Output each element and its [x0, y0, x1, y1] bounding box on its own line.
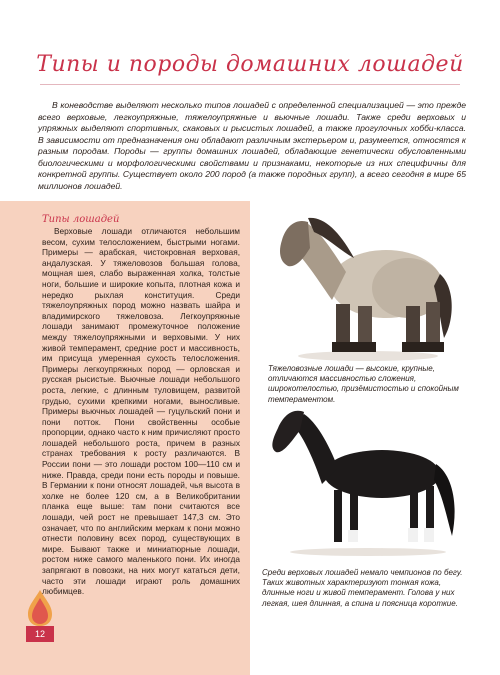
section-heading: Типы лошадей [42, 214, 120, 225]
intro-paragraph: В коневодстве выделяют несколько типов лошадей с определенной специализацией — это прежде всего верховые, легкоупряжные, тяжелоупряжные и вьючные лошади. Также среди верховых и упряжных выделяют спортивных, скаковых и рысистых лошадей, а также прогулочных хобби-класса. В зависимости от предназначения они обладают различным экстерьером и, разумеется, относятся к разным породам. Породы — группы домашних лошадей, обладающие генетически обусловленными биологическими и морфологическими свойствами и признаками, некоторые из них специфичны для конкретной группы. Существует около 200 пород (а также породных групп), а всего сегодня в мире 65 миллионов лошадей. [38, 100, 466, 191]
draft-horse-image [268, 196, 468, 364]
title-divider [40, 84, 460, 85]
riding-horse-caption: Среди верховых лошадей немало чемпионов по бегу. Таких животных характеризуют тонкая кожа, длинные ноги и живой темперамент. Голова у них легкая, шея длинная, а спина и поясница короткие. [262, 568, 463, 608]
drop-badge-icon [26, 590, 54, 630]
section-body: Верховые лошади отличаются небольшим весом, сухим телосложением, быстрыми ногами. Примеры — арабская, чистокровная верховая, андалузская. У тяжеловозов большая голова, мощная шея, слабо выраженная холка, толстые ноги, большие и широкие копыта, плотная кожа и нередко рыхлая конституция. Среди тяжелоупряжных пород можно назвать шайра и владимирского тяжеловоза. Легкоупряжные лошади занимают промежуточное положение между тяжелоупряжными и верховыми. У них живой темперамент, средние рост и массивность, им присуща умеренная сухость телосложения. Примеры легкоупряжных пород — орловская и русская рысистые. Вьючные лошади небольшого роста, легкие, с длинным туловищем, развитой грудью, сухими крепкими ногами, выносливые. Примеры вьючных лошадей — гуцульский пони и пони потток. Пони свойственны особые пропорции, однако часто к ним причисляют просто лошадей небольшого роста, причем в разных странах требования к росту различаются. В России пони — это лошади ростом 100—110 см и ниже. Правда, среди пони есть породы и повыше. В Германии к пони относят лошадей, чья высота в холке не более 120 см, а в Великобритании планка еще выше: там пони считаются все лошади, чей рост не превышает 147,3 см. Это означает, что по английским меркам к пони можно отнести половину всех пород, существующих в мире. Бывают также и миниатюрные лошади, ростом ниже самого маленького пони. Их иногда запрягают в повозки, на них могут кататься дети, часто эти лошади играют роль домашних любимцев. [42, 226, 240, 597]
riding-horse-image [258, 398, 472, 558]
page-title: Типы и породы домашних лошадей [36, 52, 464, 77]
draft-horse-caption: Тяжеловозные лошади — высокие, крупные, отличаются массивностью сложения, широкотелостью, призёмистостью и спокойным темпераментом. [268, 364, 459, 404]
page-number: 12 [34, 629, 45, 639]
